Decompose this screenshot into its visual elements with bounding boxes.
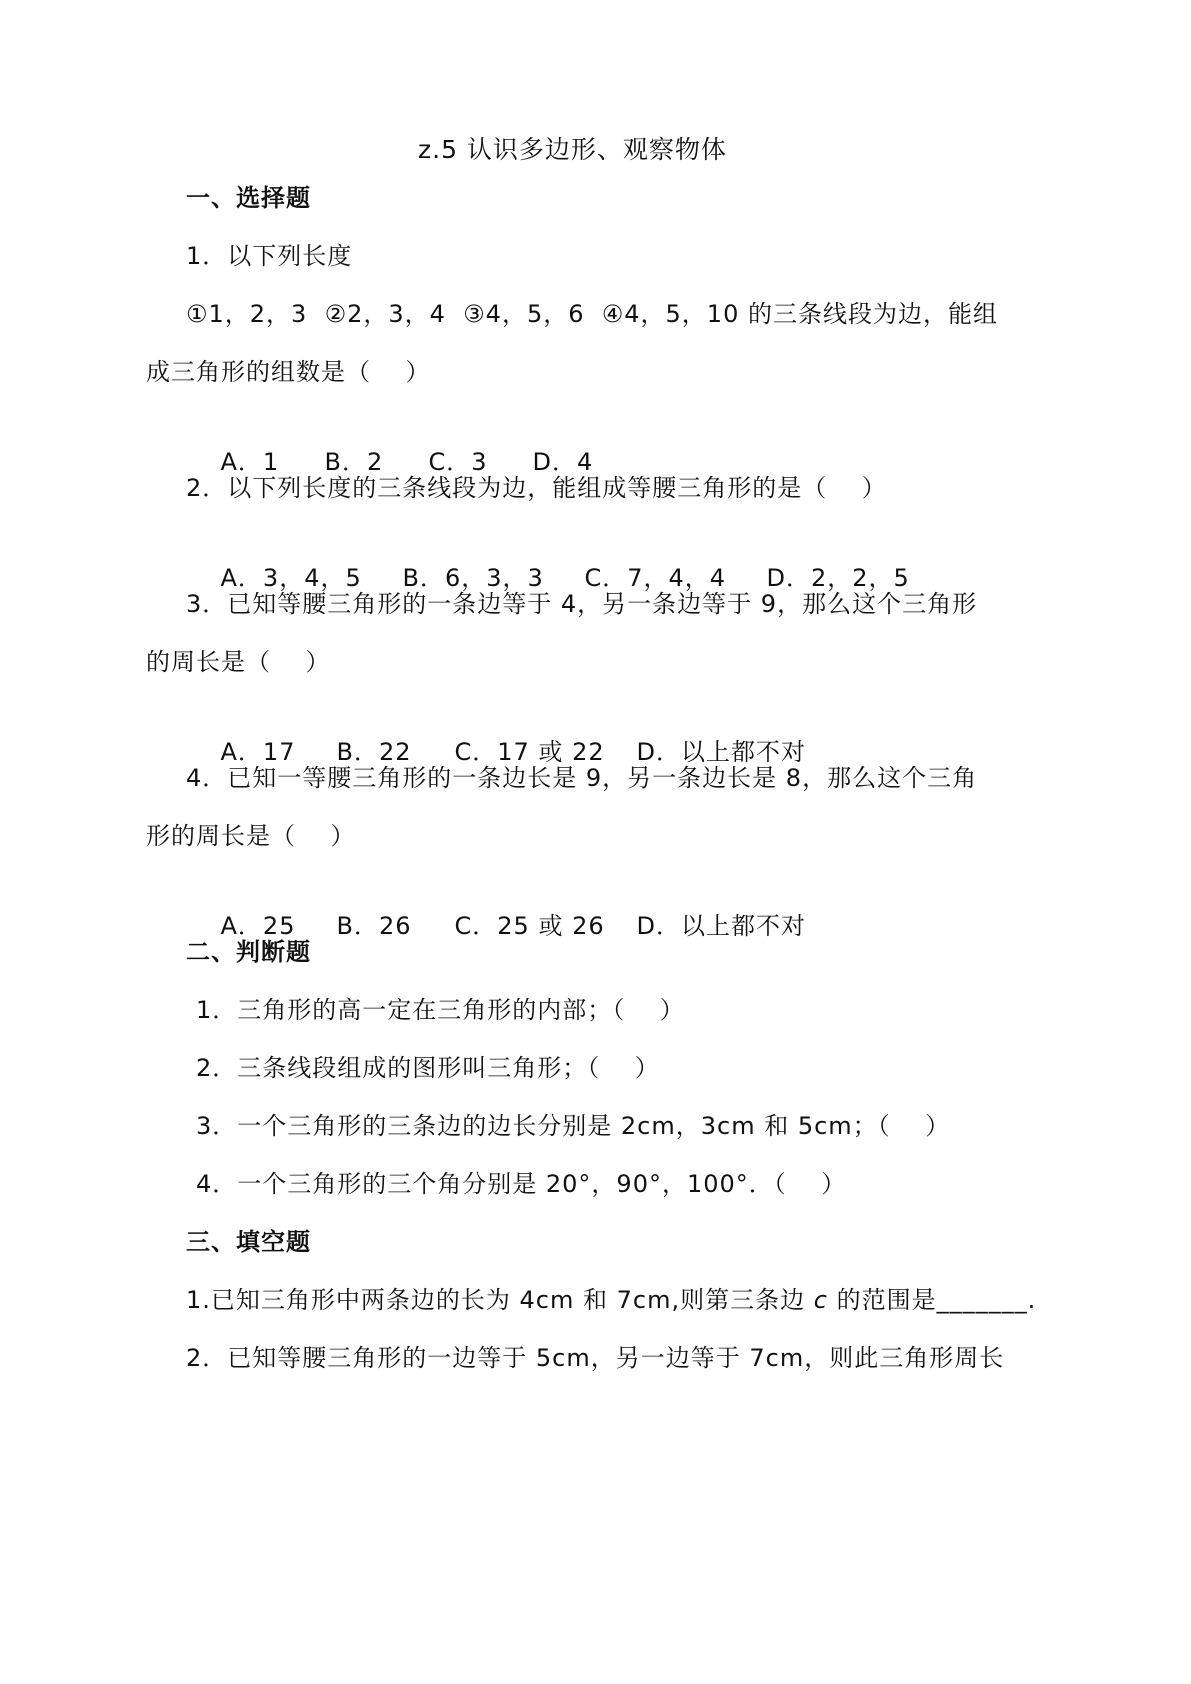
option-a: A．25 xyxy=(220,912,296,940)
question-1-stem: 1．以下列长度 xyxy=(186,242,353,270)
option-d: D．2，2，5 xyxy=(766,564,910,592)
option-b: B．2 xyxy=(324,448,384,476)
section-heading-fill-blank: 三、填空题 xyxy=(186,1228,311,1256)
question-1-stem-line3: 成三角形的组数是（ ） xyxy=(146,358,431,386)
option-d: D．以上都不对 xyxy=(636,912,806,940)
option-a: A．1 xyxy=(220,448,280,476)
section-heading-choice: 一、选择题 xyxy=(186,184,311,212)
document-title: z.5 认识多边形、观察物体 xyxy=(418,135,727,164)
option-c: C．25 或 26 xyxy=(454,912,605,940)
judgement-item-3: 3．一个三角形的三条边的边长分别是 2cm，3cm 和 5cm；（ ） xyxy=(196,1112,951,1140)
question-4-stem-line2: 形的周长是（ ） xyxy=(146,822,356,850)
fill-blank-item-1-text: 1.已知三角形中两条边的长为 4cm 和 7cm,则第三条边 xyxy=(186,1286,814,1314)
judgement-item-1: 1．三角形的高一定在三角形的内部；（ ） xyxy=(196,996,685,1024)
option-d: D．以上都不对 xyxy=(636,738,806,766)
option-c: C．7，4，4 xyxy=(584,564,727,592)
variable-c: c xyxy=(813,1286,828,1314)
fill-blank-item-2: 2．已知等腰三角形的一边等于 5cm，另一边等于 7cm，则此三角形周长 xyxy=(186,1344,1005,1372)
option-a: A．3，4，5 xyxy=(220,564,362,592)
option-c: C．3 xyxy=(428,448,488,476)
judgement-item-4: 4．一个三角形的三个角分别是 20°，90°，100°．（ ） xyxy=(196,1170,847,1198)
fill-blank-item-1 xyxy=(186,1284,1036,1316)
question-4-stem: 4．已知一等腰三角形的一条边长是 9，另一条边长是 8，那么这个三角 xyxy=(186,764,978,792)
option-a: A．17 xyxy=(220,738,296,766)
fill-blank-item-1-blank: 的范围是_______. xyxy=(827,1286,1037,1314)
option-d: D．4 xyxy=(532,448,594,476)
question-3-stem: 3．已知等腰三角形的一条边等于 4，另一条边等于 9，那么这个三角形 xyxy=(186,590,978,618)
option-b: B．6，3，3 xyxy=(402,564,544,592)
judgement-item-2: 2．三条线段组成的图形叫三角形；（ ） xyxy=(196,1054,660,1082)
option-b: B．26 xyxy=(336,912,412,940)
section-heading-judgement: 二、判断题 xyxy=(186,938,311,966)
question-1-stem-line2: ①1，2，3 ②2，3，4 ③4，5，6 ④4，5，10 的三条线段为边，能组 xyxy=(186,300,998,328)
question-2-stem: 2．以下列长度的三条线段为边，能组成等腰三角形的是（ ） xyxy=(186,474,887,502)
option-c: C．17 或 22 xyxy=(454,738,605,766)
option-b: B．22 xyxy=(336,738,412,766)
question-3-stem-line2: 的周长是（ ） xyxy=(146,648,331,676)
